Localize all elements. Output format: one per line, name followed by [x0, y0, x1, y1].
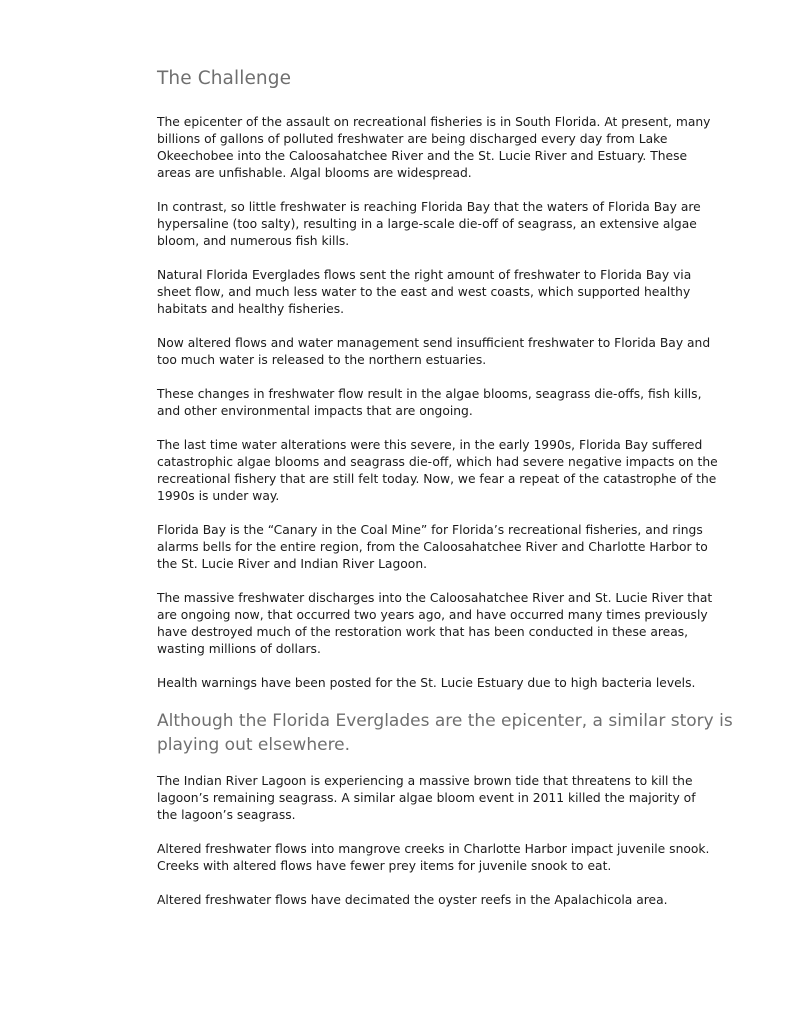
document-page	[157, 66, 733, 926]
paragraph: Now altered flows and water management send insufficient freshwater to Florida Bay and too much water is released to the northern estuaries.	[157, 336, 711, 367]
paragraph: The last time water alterations were this severe, in the early 1990s, Florida Bay suffered catastrophic algae blooms and seagrass die-off, which had severe negative impacts on the recreational fishery that are still felt today. Now, we fear a repeat of the catastrophe of the 1990s is under way.	[157, 438, 718, 503]
section-heading-challenge: The Challenge	[157, 68, 292, 89]
section-heading-elsewhere: Although the Florida Everglades are the epicenter, a similar story is playing out elsewhere.	[157, 711, 733, 755]
paragraph: The epicenter of the assault on recreational fisheries is in South Florida. At present, many billions of gallons of polluted freshwater are being discharged every day from Lake Okeechobee into the Caloosahatchee River and the St. Lucie River and Estuary. These areas are unfishable. Algal blooms are widespread.	[157, 115, 711, 180]
paragraph: Natural Florida Everglades flows sent the right amount of freshwater to Florida Bay via sheet flow, and much less water to the east and west coasts, which supported healthy habitats and healthy fisheries.	[157, 268, 692, 316]
paragraph: The Indian River Lagoon is experiencing a massive brown tide that threatens to kill the lagoon’s remaining seagrass. A similar algae bloom event in 2011 killed the majority of the lagoon’s seagrass.	[157, 774, 696, 822]
paragraph: In contrast, so little freshwater is reaching Florida Bay that the waters of Florida Bay are hypersaline (too salty), resulting in a large-scale die-off of seagrass, an extensive algae bloom, and numerous fish kills.	[157, 200, 701, 248]
paragraph: The massive freshwater discharges into the Caloosahatchee River and St. Lucie River that are ongoing now, that occurred two years ago, and have occurred many times previously have destroyed much of the restoration work that has been conducted in these areas, wasting millions of dollars.	[157, 591, 713, 656]
paragraph: Health warnings have been posted for the St. Lucie Estuary due to high bacteria levels.	[157, 676, 696, 690]
paragraph: Altered freshwater flows have decimated the oyster reefs in the Apalachicola area.	[157, 893, 668, 907]
paragraph: Altered freshwater flows into mangrove creeks in Charlotte Harbor impact juvenile snook. Creeks with altered flows have fewer prey items for juvenile snook to eat.	[157, 842, 710, 873]
paragraph: These changes in freshwater flow result in the algae blooms, seagrass die-offs, fish kills, and other environmental impacts that are ongoing.	[157, 387, 702, 418]
paragraph: Florida Bay is the “Canary in the Coal Mine” for Florida’s recreational fisheries, and rings alarms bells for the entire region, from the Caloosahatchee River and Charlotte Harbor to the St. Lucie River and Indian River Lagoon.	[157, 523, 708, 571]
